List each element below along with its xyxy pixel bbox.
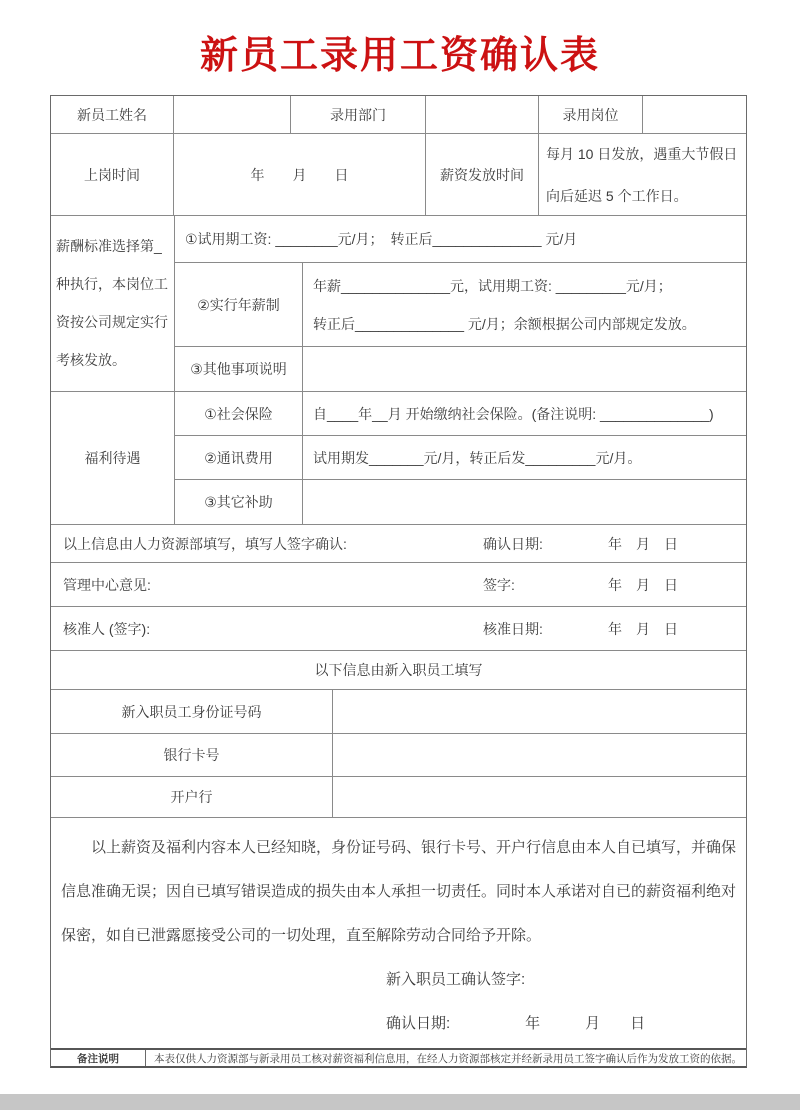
other-notes-label: ③其他事项说明 [175, 347, 303, 391]
annual-salary-row [175, 263, 746, 347]
management-opinion-row [51, 563, 746, 607]
bank-branch-row [51, 777, 746, 818]
approve-date-value: 年 月 日 [608, 620, 678, 637]
remark-row [51, 1048, 746, 1066]
bank-card-label: 银行卡号 [51, 734, 333, 776]
probation-salary-text: ①试用期工资: ________元/月； 转正后______________ 元/月 [185, 231, 578, 247]
probation-salary-row [175, 216, 746, 263]
social-insurance-row [175, 392, 746, 436]
annual-salary-line1: 年薪______________元，试用期工资: _________元/月； [313, 277, 672, 294]
salary-confirmation-form [50, 95, 747, 1068]
annual-salary-line2: 转正后______________ 元/月；余额根据公司内部规定发放。 [313, 315, 696, 332]
remark-label: 备注说明 [51, 1050, 146, 1066]
bank-branch-value [333, 777, 746, 817]
management-opinion-label: 管理中心意见: [63, 576, 151, 593]
id-number-label: 新入职员工身份证号码 [51, 690, 333, 733]
pay-time-value: 每月 10 日发放，遇重大节假日向后延迟 5 个工作日。 [546, 145, 738, 204]
other-notes-row [175, 347, 746, 391]
hire-department-value [426, 96, 539, 133]
communication-fee-row [175, 436, 746, 480]
management-sign-label: 签字: [483, 576, 515, 593]
annual-salary-label: ②实行年薪制 [175, 263, 303, 346]
employee-name-value [174, 96, 291, 133]
welfare-label: 福利待遇 [51, 392, 175, 524]
other-subsidy-value [303, 480, 746, 524]
employee-section-header: 以下信息由新入职员工填写 [51, 651, 746, 690]
employee-name-label: 新员工姓名 [51, 96, 174, 133]
id-number-row [51, 690, 746, 734]
start-date-row [51, 134, 746, 216]
employee-statement-text: 以上薪资及福利内容本人已经知晓，身份证号码、银行卡号、开户行信息由本人自已填写，并确保信息准确无误；因自已填写错误造成的损失由本人承担一切责任。同时本人承诺对自已的薪资福利绝对保密，如自已泄露愿接受公司的一切处理，直至解除劳动合同给予开除。 [61, 839, 737, 944]
page-title: 新员工录用工资确认表 [199, 35, 600, 77]
salary-standard-section [51, 216, 746, 392]
bank-card-value [333, 734, 746, 776]
bank-card-row [51, 734, 746, 777]
employee-sign-label: 新入职员工确认签字: [386, 971, 526, 988]
hire-department-label: 录用部门 [291, 96, 426, 133]
communication-fee-label: ②通讯费用 [175, 436, 303, 479]
approver-label: 核准人 (签字): [63, 620, 151, 637]
hire-position-label: 录用岗位 [539, 96, 643, 133]
hr-confirm-date-label: 确认日期: [483, 535, 543, 552]
pay-time-label: 薪资发放时间 [426, 134, 539, 215]
page-bottom-edge [0, 1094, 800, 1110]
other-subsidy-row [175, 480, 746, 524]
hr-confirm-label: 以上信息由人力资源部填写，填写人签字确认: [63, 535, 347, 552]
start-date-label: 上岗时间 [51, 134, 174, 215]
other-notes-value [303, 347, 746, 391]
employee-statement-cell [51, 818, 746, 1048]
management-sign-date: 年 月 日 [608, 576, 678, 593]
bank-branch-label: 开户行 [51, 777, 333, 817]
salary-standard-note: 薪酬标准选择第_种执行，本岗位工资按公司规定实行考核发放。 [51, 216, 175, 391]
start-date-value: 年 月 日 [174, 134, 426, 215]
other-subsidy-label: ③其它补助 [175, 480, 303, 524]
header-info-row [51, 96, 746, 134]
remark-text: 本表仅供人力资源部与新录用员工核对薪资福利信息用，在经人力资源部核定并经新录用员工签字确认后作为发放工资的依据。 [154, 1052, 742, 1065]
approve-date-label: 核准日期: [483, 620, 543, 637]
hr-confirm-row [51, 525, 746, 563]
employee-confirm-date: 确认日期: 年 月 日 [386, 1015, 646, 1032]
hr-confirm-date-value: 年 月 日 [608, 535, 678, 552]
hire-position-value [643, 96, 746, 133]
social-insurance-value: 自____年__月 开始缴纳社会保险。(备注说明: ______________) [313, 405, 714, 422]
id-number-value [333, 690, 746, 733]
approver-row [51, 607, 746, 651]
welfare-section [51, 392, 746, 525]
communication-fee-value: 试用期发_______元/月，转正后发_________元/月。 [313, 449, 642, 466]
social-insurance-label: ①社会保险 [175, 392, 303, 435]
